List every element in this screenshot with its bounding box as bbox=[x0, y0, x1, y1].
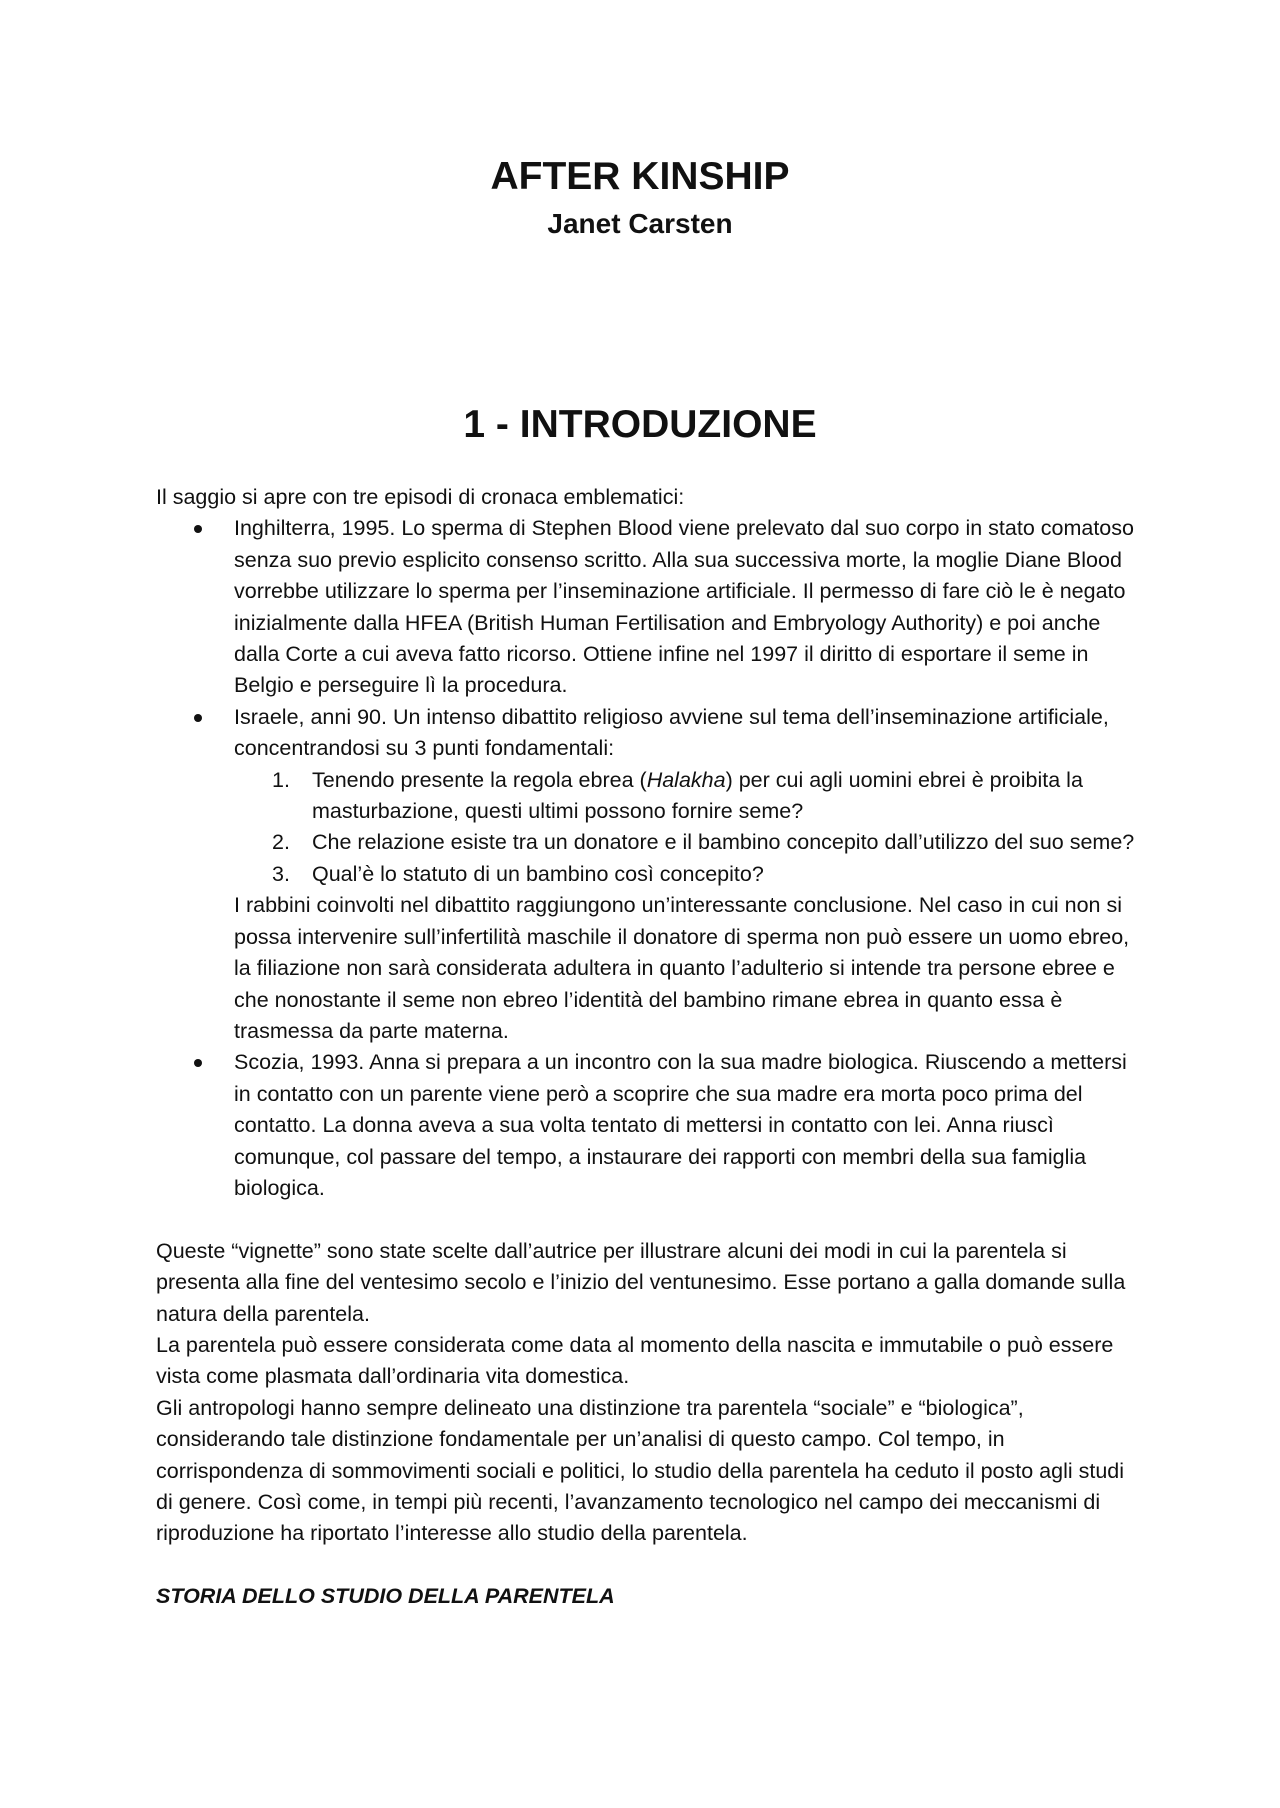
question-item bbox=[234, 765, 1138, 828]
body-paragraph: Gli antropologi hanno sempre delineato una distinzione tra parentela “sociale” e “biologica”, considerando tale distinzione fondamentale per un’analisi di questo campo. Col tempo, in corrispondenza di sommovimenti sociali e politici, lo studio della parentela ha ceduto il posto agli studi di genere. Così come, in tempi più recenti, l’avanzamento tecnologico nel campo dei meccanismi di riproduzione ha riportato l’interesse allo studio della parentela. bbox=[156, 1395, 1125, 1546]
episode-text: Scozia, 1993. Anna si prepara a un incontro con la sua madre biologica. Riuscendo a mettersi in contatto con un parente viene però a scoprire che sua madre era morta poco prima del contatto. La donna aveva a sua volta tentato di mettersi in contatto con lei. Anna riuscì comunque, col passare del tempo, a instaurare dei rapporti con membri della sua famiglia biologica. bbox=[234, 1050, 1127, 1200]
bullet-icon bbox=[194, 714, 202, 722]
bullet-icon bbox=[194, 1059, 202, 1067]
question-number: 1. bbox=[272, 767, 290, 792]
document-body bbox=[156, 482, 1138, 1613]
body-paragraph: Queste “vignette” sono state scelte dall’autrice per illustrare alcuni dei modi in cui la parentela si presenta alla fine del ventesimo secolo e l’inizio del ventunesimo. Esse portano a galla domande sulla natura della parentela. bbox=[156, 1238, 1126, 1326]
episode-item-england bbox=[156, 513, 1138, 701]
episode-text: Israele, anni 90. Un intenso dibattito religioso avviene sul tema dell’inseminazione artificiale, concentrandosi su 3 punti fondamentali: bbox=[234, 704, 1109, 761]
question-number: 2. bbox=[272, 830, 290, 855]
question-item bbox=[234, 827, 1138, 858]
episode-text: Inghilterra, 1995. Lo sperma di Stephen Blood viene prelevato dal suo corpo in stato comatoso senza suo previo esplicito consenso scritto. Alla sua successiva morte, la moglie Diane Blood vorrebbe utilizzare lo sperma per l’inseminazione artificiale. Il permesso di fare ciò le è negato inizialmente dalla HFEA (British Human Fertilisation and Embryology Authority) e poi anche dalla Corte a cui aveva fatto ricorso. Ottiene infine nel 1997 il diritto di esportare il seme in Belgio e perseguire lì la procedura. bbox=[234, 516, 1134, 698]
episode-conclusion: I rabbini coinvolti nel dibattito raggiungono un’interessante conclusione. Nel caso in cui non si possa intervenire sull’infertilità maschile il donatore di sperma non può essere un uomo ebreo, la filiazione non sarà considerata adultera in quanto l’adulterio si intende tra persone ebree e che nonostante il seme non ebreo l’identità del bambino rimane ebrea in quanto essa è trasmessa da parte materna. bbox=[234, 893, 1130, 1043]
document-title: AFTER KINSHIP bbox=[490, 155, 790, 198]
document-author: Janet Carsten bbox=[547, 208, 733, 239]
episodes-list bbox=[156, 513, 1138, 1204]
question-italic-term: Halakha bbox=[646, 767, 726, 792]
questions-list bbox=[234, 765, 1138, 891]
episode-item-israel bbox=[156, 702, 1138, 1047]
body-paragraph: La parentela può essere considerata come data al momento della nascita e immutabile o può essere vista come plasmata dall’ordinaria vita domestica. bbox=[156, 1332, 1114, 1389]
paragraph-spacer bbox=[156, 1204, 1138, 1235]
bullet-icon bbox=[194, 525, 202, 533]
episode-item-scotland bbox=[156, 1047, 1138, 1204]
question-text-before: Tenendo presente la regola ebrea ( bbox=[312, 767, 647, 792]
question-number: 3. bbox=[272, 861, 290, 886]
question-text: Qual’è lo statuto di un bambino così concepito? bbox=[312, 861, 764, 886]
chapter-title: 1 - INTRODUZIONE bbox=[463, 403, 817, 446]
question-text-after: ) per cui agli uomini ebrei è proibita la masturbazione, questi ultimi possono fornire seme? bbox=[312, 767, 1083, 824]
paragraph-spacer bbox=[156, 1550, 1138, 1581]
section-heading: STORIA DELLO STUDIO DELLA PARENTELA bbox=[156, 1584, 615, 1609]
question-item bbox=[234, 859, 1138, 890]
question-text: Che relazione esiste tra un donatore e il bambino concepito dall’utilizzo del suo seme? bbox=[312, 830, 1135, 855]
intro-sentence: Il saggio si apre con tre episodi di cronaca emblematici: bbox=[156, 485, 685, 509]
